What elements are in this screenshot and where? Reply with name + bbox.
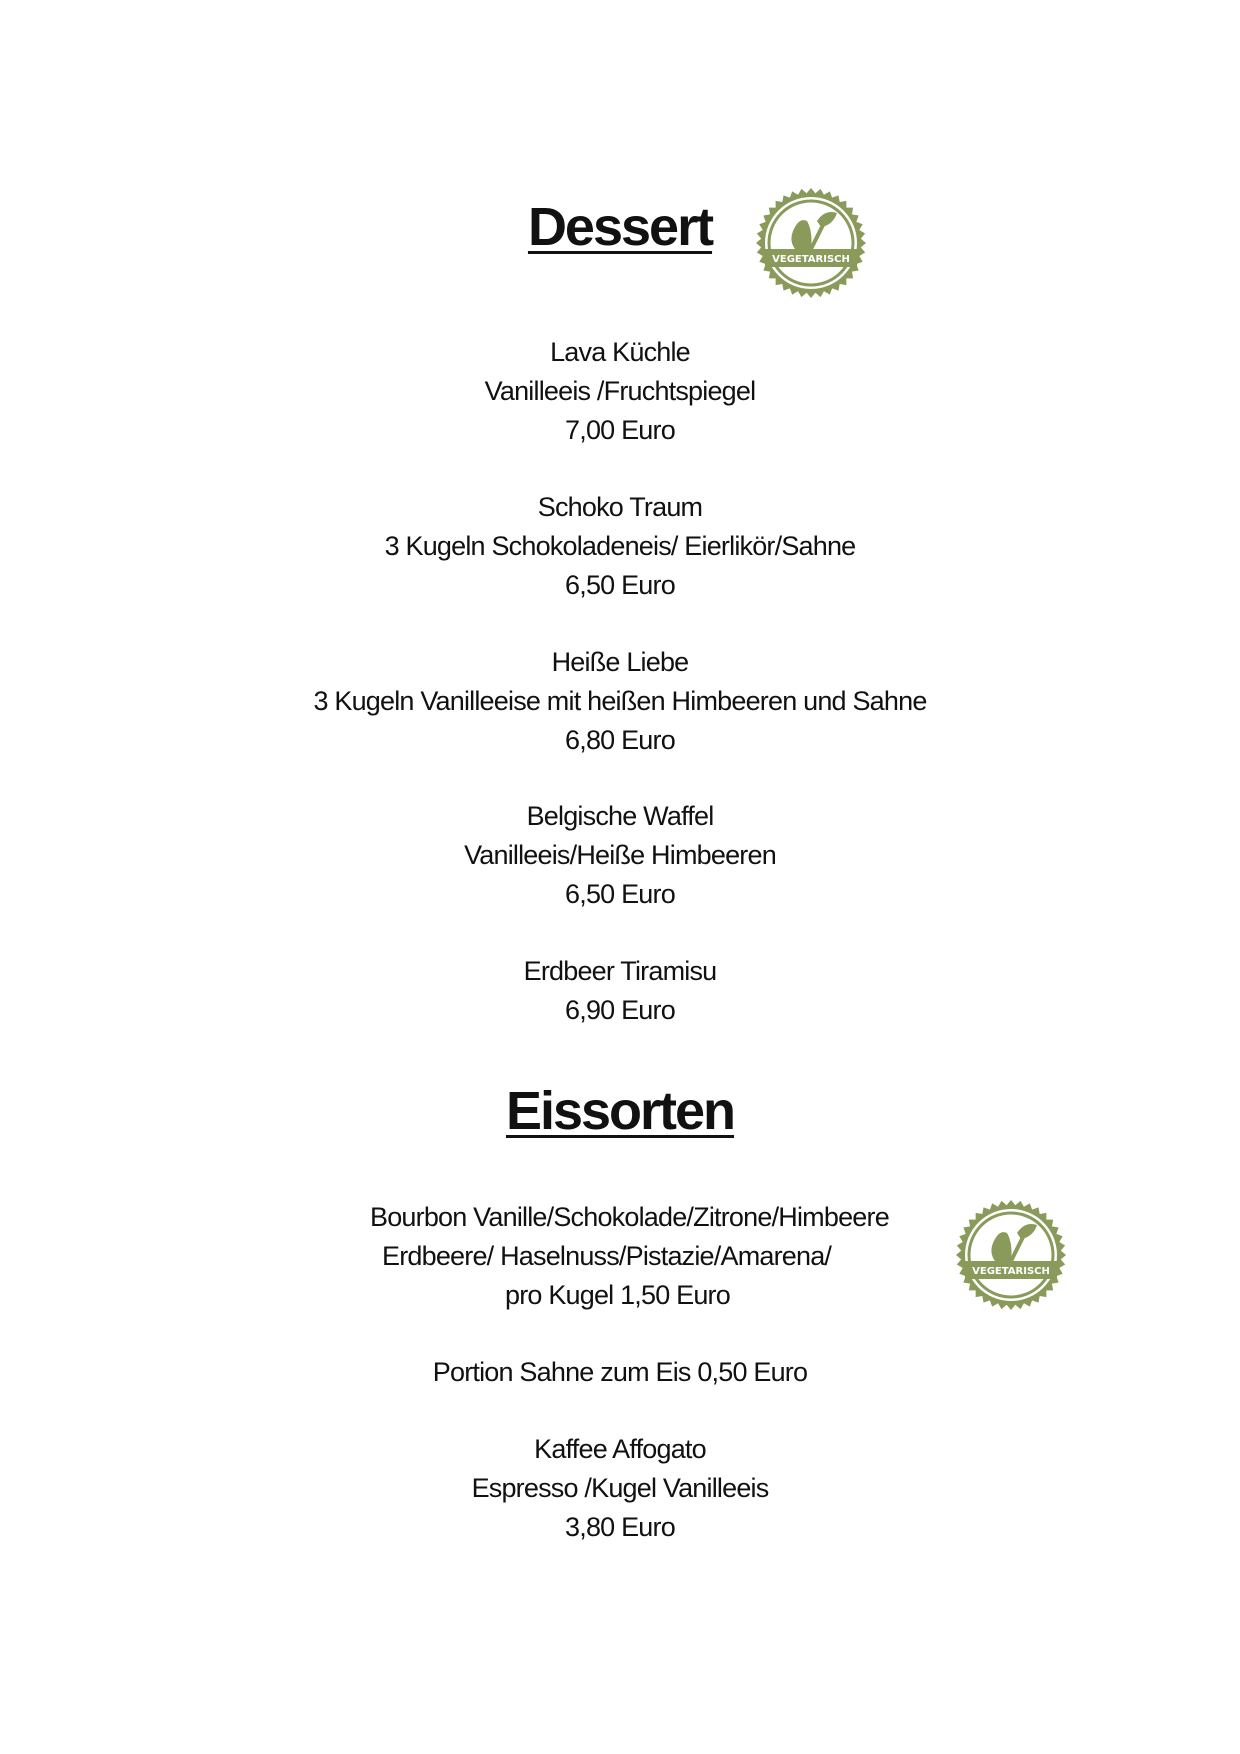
item-name: Kaffee Affogato	[534, 1434, 706, 1464]
item-name: Schoko Traum	[537, 492, 703, 522]
vegetarian-badge-icon	[955, 1199, 1067, 1311]
eissorten-heading: Eissorten	[505, 1081, 735, 1141]
badge-label: VEGETARISCH	[772, 254, 850, 265]
menu-item-erdbeer-tiramisu	[0, 952, 1240, 1030]
menu-item-heisse-liebe	[0, 643, 1240, 760]
flavors-line-2: Erdbeere/ Haselnuss/Pistazie/Amarena/	[382, 1241, 832, 1271]
price-per-scoop: pro Kugel 1,50 Euro	[505, 1280, 730, 1310]
menu-item-kaffee-affogato	[0, 1430, 1240, 1547]
item-name: Lava Küchle	[550, 337, 690, 367]
item-name: Heiße Liebe	[551, 647, 689, 677]
vegetarian-badge-icon	[755, 187, 867, 299]
item-description: 3 Kugeln Schokoladeneis/ Eierlikör/Sahne	[384, 531, 856, 561]
item-description: 3 Kugeln Vanilleeise mit heißen Himbeeren und Sahne	[313, 686, 927, 716]
item-price: 6,90 Euro	[565, 995, 675, 1025]
item-price: 6,50 Euro	[565, 879, 675, 909]
item-name: Belgische Waffel	[526, 801, 714, 831]
item-description: Espresso /Kugel Vanilleeis	[471, 1473, 769, 1503]
item-price: 3,80 Euro	[565, 1512, 675, 1542]
dessert-heading: Dessert	[527, 197, 713, 257]
item-price: 7,00 Euro	[565, 415, 675, 445]
flavors-line-1: Bourbon Vanille/Schokolade/Zitrone/Himbeere	[370, 1202, 889, 1232]
item-price: 6,50 Euro	[565, 570, 675, 600]
item-price: 6,80 Euro	[565, 725, 675, 755]
menu-item-belgische-waffel	[0, 797, 1240, 914]
item-description: Vanilleeis/Heiße Himbeeren	[464, 840, 776, 870]
cream-note	[0, 1353, 1240, 1392]
cream-note-text: Portion Sahne zum Eis 0,50 Euro	[432, 1357, 808, 1387]
item-name: Erdbeer Tiramisu	[523, 956, 717, 986]
menu-item-lava-kuechle	[0, 333, 1240, 450]
menu-item-schoko-traum	[0, 488, 1240, 605]
badge-label: VEGETARISCH	[972, 1266, 1050, 1277]
item-description: Vanilleeis /Fruchtspiegel	[484, 376, 756, 406]
